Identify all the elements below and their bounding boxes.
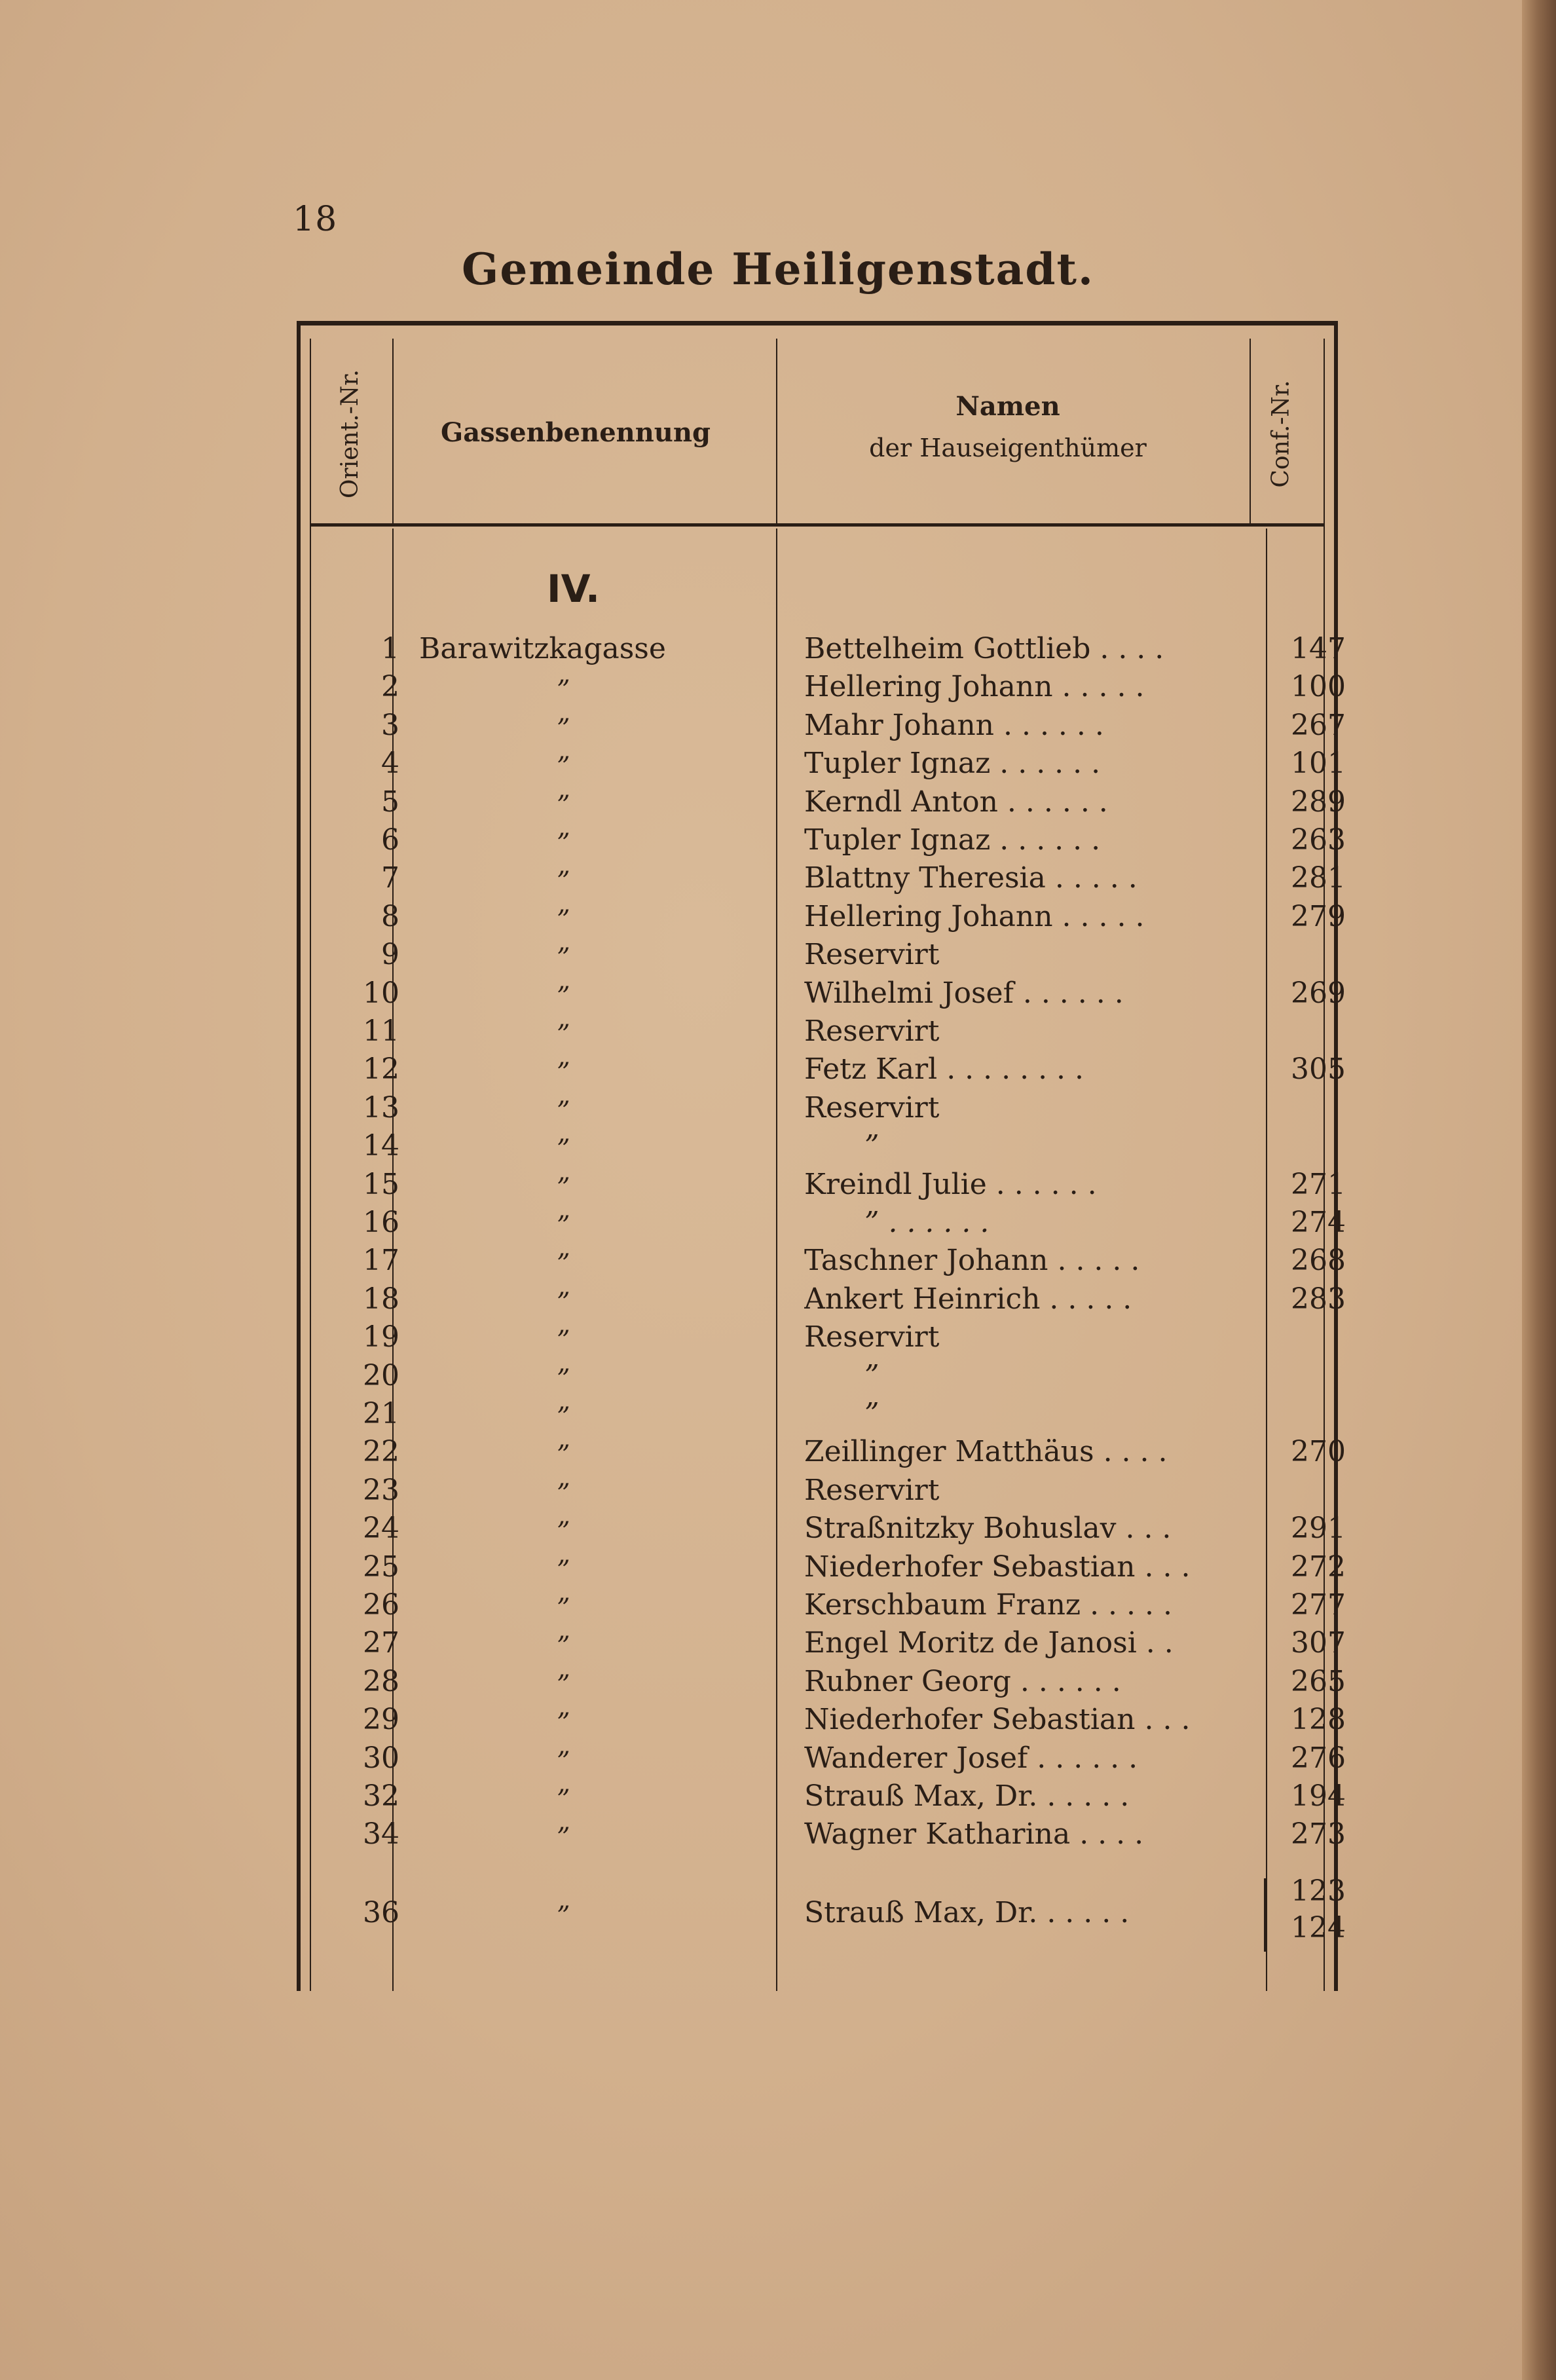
owner-name: Reservirt: [804, 1320, 940, 1354]
street-ditto: ”: [557, 1211, 570, 1241]
owner-name: Bettelheim Gottlieb . . . .: [804, 632, 1164, 665]
street-ditto: ”: [557, 828, 570, 859]
orient-nr: 18: [363, 1282, 399, 1316]
owner-name: Mahr Johann . . . . . .: [804, 709, 1104, 742]
orient-nr: 29: [363, 1703, 399, 1736]
street-ditto: ”: [557, 675, 570, 705]
orient-nr: 3: [381, 709, 399, 742]
orient-nr: 10: [363, 976, 399, 1010]
orient-nr: 27: [363, 1626, 399, 1660]
orient-nr: 32: [363, 1779, 399, 1813]
owner-name: Reservirt: [804, 938, 940, 971]
header-rule: [310, 523, 1325, 527]
orient-nr: 21: [363, 1397, 399, 1430]
orient-nr: 2: [381, 670, 399, 703]
header-cons-nr: Conf.-Nr.: [1267, 379, 1295, 488]
header-gassenbenennung: Gassenbenennung: [441, 417, 711, 448]
owner-name: ”: [864, 1129, 880, 1162]
owner-name: Wagner Katharina . . . .: [804, 1817, 1144, 1851]
table-row: [0, 1397, 1556, 1435]
cons-nr: 147: [1291, 632, 1346, 665]
cons-nr: 307: [1291, 1626, 1346, 1660]
orient-nr: 26: [363, 1588, 399, 1622]
table-row: [0, 670, 1556, 708]
table-row: [0, 900, 1556, 938]
table-row: [0, 632, 1556, 670]
table-row: [0, 1665, 1556, 1703]
owner-name: Wanderer Josef . . . . . .: [804, 1741, 1138, 1775]
street-ditto: ”: [557, 1555, 570, 1586]
owner-name: Kerndl Anton . . . . . .: [804, 785, 1108, 819]
orient-nr: 36: [363, 1896, 399, 1929]
orient-nr: 16: [363, 1206, 399, 1239]
orient-nr: 23: [363, 1474, 399, 1507]
orient-nr: 13: [363, 1091, 399, 1125]
street-ditto: ”: [557, 1823, 570, 1853]
header-divider: [776, 339, 777, 523]
cons-nr: 123: [1291, 1874, 1346, 1908]
table-row: [0, 1359, 1556, 1397]
orient-nr: 22: [363, 1435, 399, 1468]
orient-nr: 19: [363, 1320, 399, 1354]
orient-nr: 15: [363, 1168, 399, 1201]
street-ditto: ”: [557, 943, 570, 973]
orient-nr: 17: [363, 1244, 399, 1277]
table-row: [0, 1474, 1556, 1512]
owner-name: Ankert Heinrich . . . . .: [804, 1282, 1132, 1316]
page-number: 18: [293, 200, 338, 239]
orient-nr: 28: [363, 1665, 399, 1698]
table-row: [0, 1168, 1556, 1206]
table-row: [0, 1282, 1556, 1320]
table-row: [0, 1206, 1556, 1244]
owner-name: Taschner Johann . . . . .: [804, 1244, 1140, 1277]
table-row: [0, 1550, 1556, 1588]
owner-name: Rubner Georg . . . . . .: [804, 1665, 1121, 1698]
cons-nr: 265: [1291, 1665, 1346, 1698]
owner-name: Kerschbaum Franz . . . . .: [804, 1588, 1172, 1622]
street-ditto: ”: [557, 1096, 570, 1126]
owner-name: Reservirt: [804, 1014, 940, 1048]
table-row: [0, 1091, 1556, 1129]
cons-nr: 271: [1291, 1168, 1346, 1201]
orient-nr: 30: [363, 1741, 399, 1775]
table-row: [0, 938, 1556, 976]
table-row: [0, 823, 1556, 861]
cons-nr: 269: [1291, 976, 1346, 1010]
street-ditto: ”: [557, 1020, 570, 1050]
header-namen-subtitle: der Hauseigenthümer: [869, 434, 1147, 462]
orient-nr: 14: [363, 1129, 399, 1162]
cons-nr: 289: [1291, 785, 1346, 819]
street-ditto: ”: [557, 905, 570, 935]
header-divider: [392, 339, 394, 523]
cons-nr: 277: [1291, 1588, 1346, 1622]
street-ditto: ”: [557, 752, 570, 782]
header-namen: Namen: [955, 391, 1060, 422]
owner-name: Blattny Theresia . . . . .: [804, 861, 1138, 895]
table-row: [0, 1588, 1556, 1626]
page-title: Gemeinde Heiligenstadt.: [461, 244, 1095, 295]
cons-nr: 281: [1291, 861, 1346, 895]
table-row: [0, 1512, 1556, 1550]
orient-nr: 5: [381, 785, 399, 819]
table-row: [0, 1779, 1556, 1817]
cons-nr: 273: [1291, 1817, 1346, 1851]
table-row: [0, 1435, 1556, 1473]
orient-nr: 11: [363, 1014, 399, 1048]
table-row: [0, 1703, 1556, 1741]
cons-nr: 101: [1291, 747, 1346, 780]
street-ditto: ”: [557, 1288, 570, 1318]
cons-nr: 267: [1291, 709, 1346, 742]
street-ditto: ”: [557, 1326, 570, 1356]
owner-name: Tupler Ignaz . . . . . .: [804, 823, 1101, 857]
cons-nr: 194: [1291, 1779, 1346, 1813]
table-row: [0, 1626, 1556, 1664]
table-row: [0, 1129, 1556, 1167]
owner-name: ” . . . . . .: [864, 1206, 990, 1239]
street-name: Barawitzkagasse: [419, 632, 666, 665]
street-ditto: ”: [557, 1364, 570, 1394]
table-row: [0, 709, 1556, 747]
street-ditto: ”: [557, 1708, 570, 1738]
street-ditto: ”: [557, 1785, 570, 1815]
street-ditto: ”: [557, 1249, 570, 1279]
owner-name: Strauß Max, Dr. . . . . .: [804, 1896, 1130, 1929]
street-ditto: ”: [557, 1747, 570, 1777]
owner-name: Niederhofer Sebastian . . .: [804, 1703, 1191, 1736]
street-ditto: ”: [557, 1631, 570, 1662]
owner-name: Hellering Johann . . . . .: [804, 900, 1145, 933]
table-row: [0, 976, 1556, 1014]
owner-name: Tupler Ignaz . . . . . .: [804, 747, 1101, 780]
street-ditto: ”: [557, 1402, 570, 1432]
street-ditto: ”: [557, 1134, 570, 1164]
cons-nr: 268: [1291, 1244, 1346, 1277]
cons-nr: 128: [1291, 1703, 1346, 1736]
table-row: [0, 1320, 1556, 1358]
cons-nr: 263: [1291, 823, 1346, 857]
orient-nr: 7: [381, 861, 399, 895]
street-ditto: ”: [557, 1670, 570, 1700]
owner-name: Niederhofer Sebastian . . .: [804, 1550, 1191, 1584]
street-ditto: ”: [557, 790, 570, 821]
cons-line: [0, 1911, 1556, 1949]
street-ditto: ”: [557, 1173, 570, 1203]
owner-name: ”: [864, 1397, 880, 1430]
cons-nr: 291: [1291, 1512, 1346, 1545]
street-ditto: ”: [557, 1479, 570, 1509]
table-row: [0, 747, 1556, 785]
cons-line: [0, 1874, 1556, 1912]
street-ditto: ”: [557, 1593, 570, 1624]
owner-name: ”: [864, 1359, 880, 1392]
owner-name: Kreindl Julie . . . . . .: [804, 1168, 1097, 1201]
orient-nr: 1: [381, 632, 399, 665]
street-ditto: ”: [557, 1440, 570, 1470]
owner-name: Hellering Johann . . . . .: [804, 670, 1145, 703]
header-orient-nr: Orient.-Nr.: [336, 369, 363, 498]
owner-name: Zeillinger Matthäus . . . .: [804, 1435, 1168, 1468]
orient-nr: 9: [381, 938, 399, 971]
owner-name: Fetz Karl . . . . . . . .: [804, 1052, 1084, 1086]
table-row: [0, 785, 1556, 823]
owner-name: Reservirt: [804, 1091, 940, 1125]
table-row: [0, 1052, 1556, 1090]
cons-nr: 276: [1291, 1741, 1346, 1775]
owner-name: Engel Moritz de Janosi . .: [804, 1626, 1174, 1660]
orient-nr: 24: [363, 1512, 399, 1545]
table-row: [0, 861, 1556, 899]
table-row: [0, 1244, 1556, 1282]
street-ditto: ”: [557, 714, 570, 744]
street-ditto: ”: [557, 982, 570, 1012]
orient-nr: 25: [363, 1550, 399, 1584]
cons-nr: 270: [1291, 1435, 1346, 1468]
cons-nr: 279: [1291, 900, 1346, 933]
cons-nr: 124: [1291, 1911, 1346, 1944]
cons-nr: 274: [1291, 1206, 1346, 1239]
cons-nr: 283: [1291, 1282, 1346, 1316]
table-row: [0, 1741, 1556, 1779]
orient-nr: 6: [381, 823, 399, 857]
orient-nr: 34: [363, 1817, 399, 1851]
street-ditto: ”: [557, 1901, 570, 1931]
orient-nr: 8: [381, 900, 399, 933]
owner-name: Strauß Max, Dr. . . . . .: [804, 1779, 1130, 1813]
owner-name: Wilhelmi Josef . . . . . .: [804, 976, 1124, 1010]
orient-nr: 4: [381, 747, 399, 780]
table-row: [0, 1014, 1556, 1052]
table-row: [0, 1817, 1556, 1855]
cons-nr: 272: [1291, 1550, 1346, 1584]
header-divider: [1250, 339, 1251, 523]
owner-name: Reservirt: [804, 1474, 940, 1507]
street-ditto: ”: [557, 1517, 570, 1547]
orient-nr: 20: [363, 1359, 399, 1392]
street-ditto: ”: [557, 866, 570, 897]
street-ditto: ”: [557, 1058, 570, 1088]
orient-nr: 12: [363, 1052, 399, 1086]
section-label: IV.: [547, 567, 601, 611]
cons-nr: 305: [1291, 1052, 1346, 1086]
owner-name: Straßnitzky Bohuslav . . .: [804, 1512, 1172, 1545]
cons-nr: 100: [1291, 670, 1346, 703]
